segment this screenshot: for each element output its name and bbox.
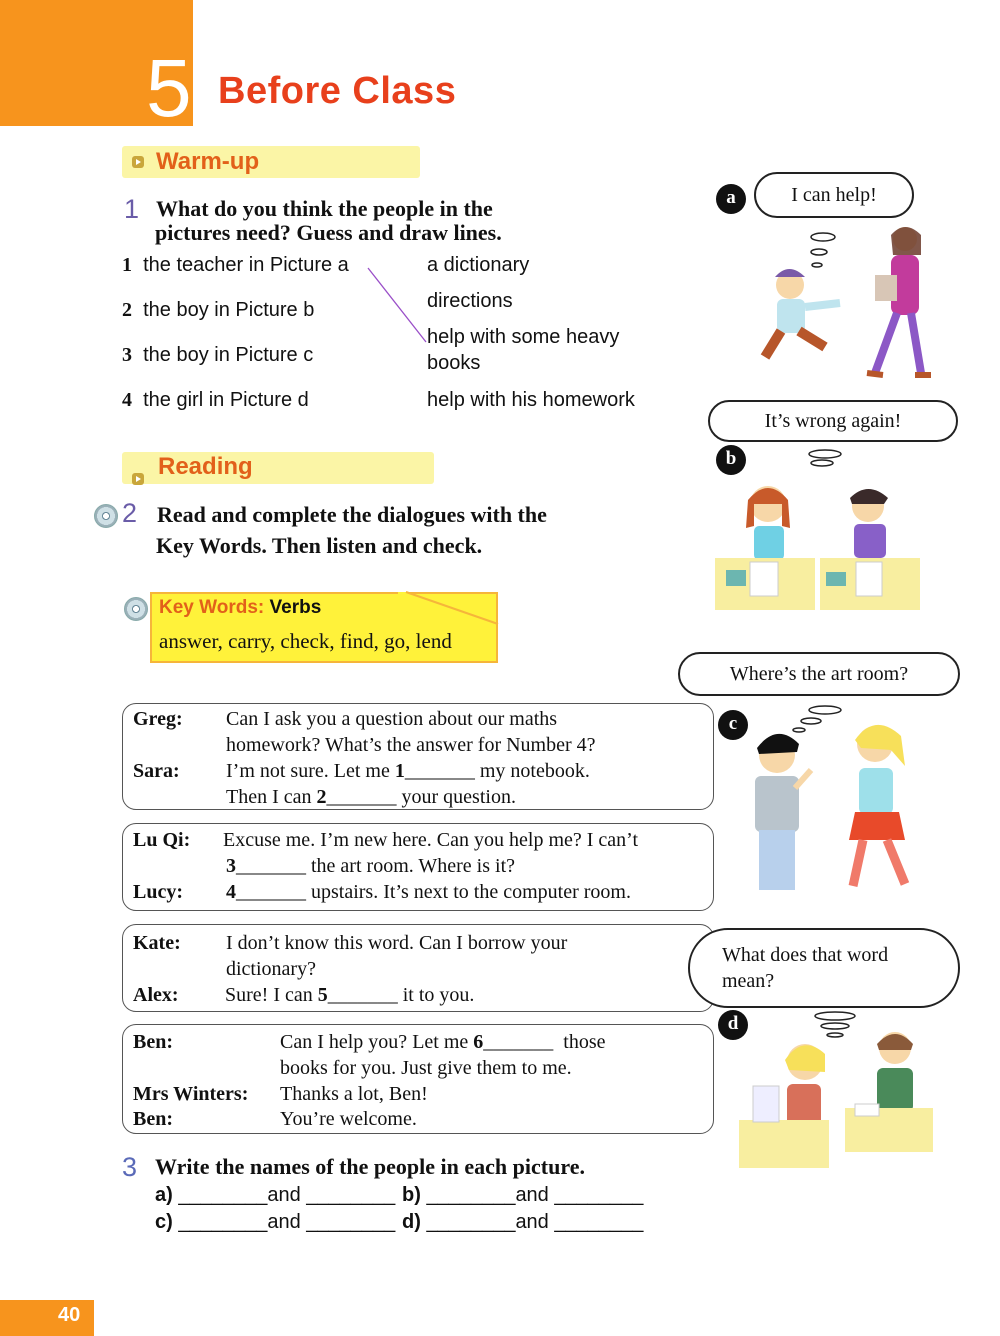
exercise-2-instruction-line1: Read and complete the dialogues with the [157,502,547,527]
section-marker-icon [132,156,144,168]
match-right-item: a dictionary [427,254,530,276]
picture-a-illustration [745,225,935,385]
page-title: Before Class [218,70,457,112]
names-row: a) ________and ________ [155,1184,396,1206]
picture-d-label: d [718,1010,748,1040]
names-row: c) ________and ________ [155,1211,396,1233]
name-blank[interactable]: ________ [426,1184,516,1206]
dialogue-box: Greg: Can I ask you a question about our maths homework? What’s the answer for Number 4? Sara: I’m not sure. Let me 1_______ my notebook. Then I can 2_______ your question. [122,703,714,810]
unit-number: 5 [146,43,192,134]
picture-a-label: a [716,184,746,214]
exercise-2-number: 2 [122,498,138,528]
audio-cd-icon[interactable] [94,504,118,528]
name-blank[interactable]: ________ [306,1184,396,1206]
audio-cd-icon[interactable] [124,597,148,621]
picture-c-label: c [718,710,748,740]
dialogue-box: Kate: I don’t know this word. Can I borrow your dictionary? Alex: Sure! I can 5_______ it to you. [122,924,714,1012]
exercise-1-number: 1 [124,194,140,224]
name-blank[interactable]: ________ [426,1211,516,1233]
reading-label: Reading [158,453,253,480]
match-left-item: 2 the boy in Picture b [122,299,315,321]
name-blank[interactable]: ________ [554,1184,644,1206]
name-blank[interactable]: ________ [554,1211,644,1233]
picture-d-illustration [735,1010,935,1175]
match-left-item: 3 the boy in Picture c [122,344,314,366]
name-blank[interactable]: ________ [178,1184,268,1206]
name-blank[interactable]: ________ [306,1211,396,1233]
match-left-item: 4 the girl in Picture d [122,389,309,411]
exercise-3-instruction: Write the names of the people in each picture. [155,1154,585,1179]
match-left-item: 1 the teacher in Picture a [122,254,349,276]
page-number: 40 [58,1304,81,1326]
key-words-tab-corner [398,590,500,626]
exercise-3-number: 3 [122,1152,138,1182]
thought-bubble-a: I can help! [754,172,914,218]
key-words-title: Key Words: Verbs [159,597,322,618]
exercise-2-instruction-line2: Key Words. Then listen and check. [156,533,483,558]
match-right-item: help with some heavy [427,326,620,348]
picture-c-illustration [735,700,935,900]
thought-bubble-b: It’s wrong again! [708,400,958,442]
warmup-label: Warm-up [156,148,260,175]
name-blank[interactable]: ________ [178,1211,268,1233]
dialogue-box: Lu Qi: Excuse me. I’m new here. Can you help me? I can’t 3_______ the art room. Where is it? Lucy: 4_______ upstairs. It’s next to the computer room. [122,823,714,911]
picture-b-label: b [716,445,746,475]
key-words-list: answer, carry, check, find, go, lend [159,629,452,653]
exercise-1-instruction-line1: What do you think the people in the [156,196,493,221]
match-right-item: books [427,352,481,374]
match-right-item: help with his homework [427,389,635,411]
names-row: d) ________and ________ [402,1211,644,1233]
section-marker-icon [132,473,144,485]
names-row: b) ________and ________ [402,1184,644,1206]
thought-bubble-d: What does that word mean? [688,928,960,1008]
match-right-item: directions [427,290,513,312]
exercise-1-instruction-line2: pictures need? Guess and draw lines. [155,220,502,245]
dialogue-box: Ben: Can I help you? Let me 6_______ those books for you. Just give them to me. Mrs Winters: Thanks a lot, Ben! Ben: You’re welcome. [122,1024,714,1134]
picture-b-illustration [710,446,930,626]
thought-bubble-c: Where’s the art room? [678,652,960,696]
example-match-line [360,260,440,350]
